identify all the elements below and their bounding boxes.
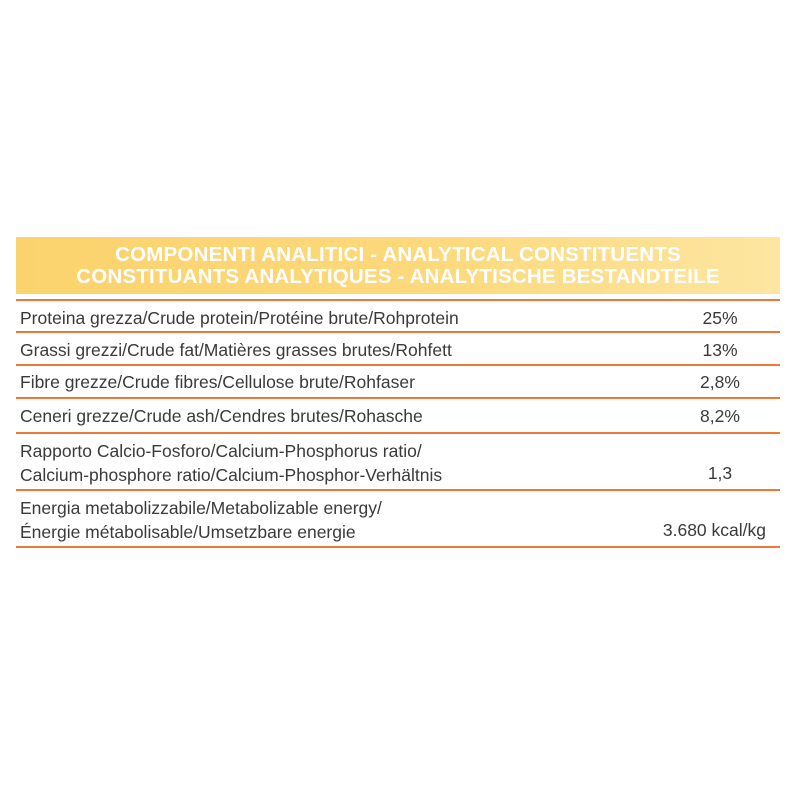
row-value: 25% <box>702 308 738 328</box>
table-header <box>16 237 780 294</box>
table-row-ash <box>16 399 780 434</box>
row-label: Ceneri grezze/Crude ash/Cendres brutes/Rohasche <box>20 406 423 426</box>
header-line-1: COMPONENTI ANALITICI - ANALYTICAL CONSTITUENTS <box>115 242 681 266</box>
row-label-line-2: Énergie métabolisable/Umsetzbare energie <box>20 522 356 542</box>
table-row-fibres <box>16 366 780 399</box>
header-line-2: CONSTITUANTS ANALYTIQUES - ANALYTISCHE BESTANDTEILE <box>76 264 720 288</box>
row-value: 13% <box>702 340 738 360</box>
table-row-calcium-phosphorus <box>16 434 780 491</box>
row-label-line-1: Energia metabolizzabile/Metabolizable energy/ <box>20 498 382 518</box>
row-label-line-1: Rapporto Calcio-Fosforo/Calcium-Phosphorus ratio/ <box>20 441 422 461</box>
row-value: 2,8% <box>700 372 740 392</box>
row-label <box>20 439 442 487</box>
row-label: Grassi grezzi/Crude fat/Matières grasses brutes/Rohfett <box>20 340 452 360</box>
row-value: 1,3 <box>707 463 733 483</box>
row-label: Proteina grezza/Crude protein/Protéine brute/Rohprotein <box>20 308 459 328</box>
row-value: 8,2% <box>700 406 740 426</box>
table-row-energy <box>16 491 780 548</box>
table-row-protein <box>16 299 780 333</box>
table-row-fat <box>16 333 780 366</box>
row-label <box>20 496 382 544</box>
row-label: Fibre grezze/Crude fibres/Cellulose brute/Rohfaser <box>20 372 415 392</box>
row-value: 3.680 kcal/kg <box>662 520 766 540</box>
row-label-line-2: Calcium-phosphore ratio/Calcium-Phosphor-Verhältnis <box>20 465 443 485</box>
analytical-constituents-table <box>16 237 780 548</box>
